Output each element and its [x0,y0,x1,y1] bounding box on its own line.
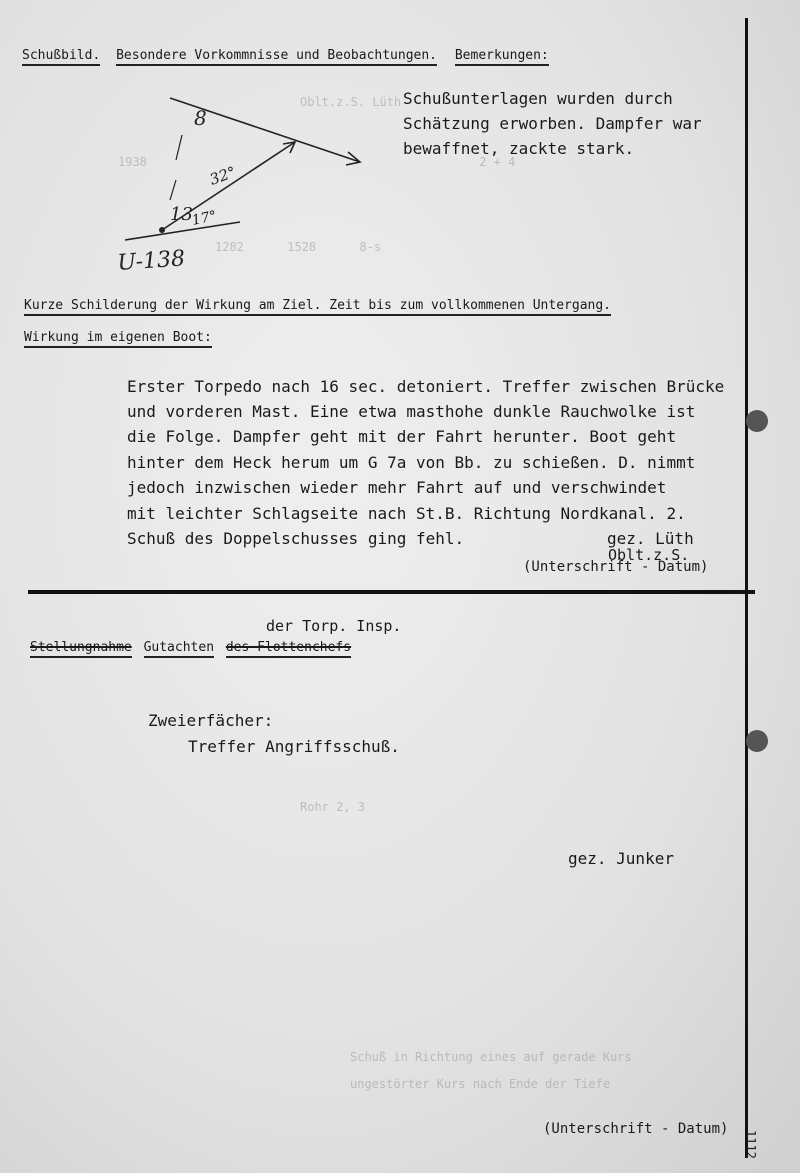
signature-caption: (Unterschrift - Datum) [523,559,709,575]
pencil-mark [176,135,182,160]
bleed-through-text: 1938 2 + 4 [118,155,516,169]
heading-bemerkungen: Bemerkungen: [455,48,549,66]
heading-besondere: Besondere Vorkommnisse und Beobachtungen. [116,48,437,66]
heading-wirkung-boot: Wirkung im eigenen Boot: [24,330,212,348]
boat-position-dot [159,227,165,233]
assessment-line: Zweierfächer: [148,711,274,730]
struck-text: Stellungnahme [30,640,132,658]
assessment-signature: gez. Junker [568,849,674,868]
bleed-through-text: Schuß in Richtung eines auf gerade Kurs [350,1050,632,1064]
bleed-through-text: ungestörter Kurs nach Ende der Tiefe [350,1077,611,1091]
assessment-heading [30,640,351,655]
section-heading [24,298,611,313]
assessment-line: Treffer Angriffsschuß. [188,737,400,756]
remark-line: bewaffnet, zackte stark. [403,139,635,158]
pencil-mark [170,180,176,200]
sketch-angle: 17° [190,208,219,229]
struck-text: des Flottenchefs [226,640,351,658]
heading-gutachten: Gutachten [144,640,214,658]
report-signature: gez. Lüth [607,529,694,548]
heading-wirkung-ziel: Kurze Schilderung der Wirkung am Ziel. Zeit bis zum vollkommenen Untergang. [24,298,611,316]
sketch-label: U-138 [116,246,186,276]
section-divider [28,590,755,594]
report-line: hinter dem Heck herum um G 7a von Bb. zu schießen. D. nimmt [127,453,696,472]
heading-schussbild: Schußbild. [22,48,100,66]
report-line: mit leichter Schlagseite nach St.B. Richtung Nordkanal. 2. [127,504,686,523]
assessment-insertion: der Torp. Insp. [266,617,402,635]
margin-number: 1112 [744,1130,758,1159]
right-margin-line [745,18,748,1158]
section-header [22,48,549,63]
sketch-mark: 8 [194,106,207,130]
signature-caption: (Unterschrift - Datum) [543,1121,729,1137]
report-line: und vorderen Mast. Eine etwa masthohe dunkle Rauchwolke ist [127,402,696,421]
punch-hole [746,730,768,752]
report-line: die Folge. Dampfer geht mit der Fahrt herunter. Boot geht [127,427,677,446]
sketch-mark: 13 [170,204,193,225]
remark-line: Schätzung erworben. Dampfer war [403,114,702,133]
shot-sketch [90,80,380,280]
report-line: Erster Torpedo nach 16 sec. detoniert. Treffer zwischen Brücke [127,377,725,396]
sketch-angle: 32° [207,162,239,189]
remark-line: Schußunterlagen wurden durch [403,89,673,108]
bleed-through-text: 1282 1528 8-s [215,240,382,254]
section-subheading [24,330,212,345]
punch-hole [746,410,768,432]
report-line: Schuß des Doppelschusses ging fehl. [127,529,465,548]
report-rank: Oblt.z.S. [608,546,690,564]
report-line: jedoch inzwischen wieder mehr Fahrt auf und verschwindet [127,478,667,497]
bleed-through-text: Rohr 2, 3 [300,800,366,814]
bleed-through-text: Oblt.z.S. Lüth [300,95,402,109]
